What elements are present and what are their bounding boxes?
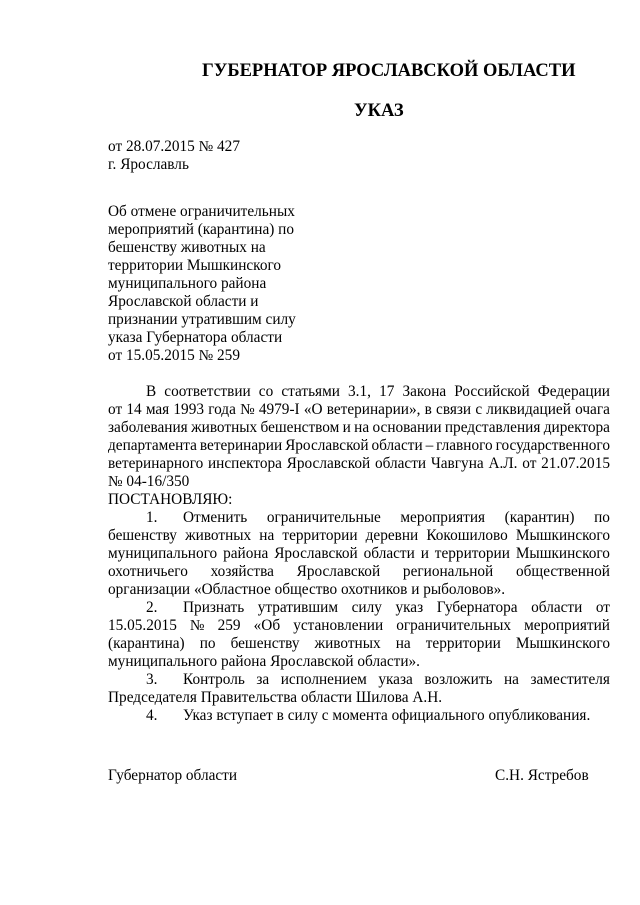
word: Мышкинского xyxy=(515,635,610,652)
item-number: 1. xyxy=(146,509,158,526)
word: хозяйства xyxy=(210,563,274,580)
document-city: г. Ярославль xyxy=(108,156,189,173)
item-number: 3. xyxy=(146,671,158,688)
word: (карантина) xyxy=(108,635,185,652)
subject-line: муниципального района xyxy=(108,275,267,292)
word: ветеринарного xyxy=(108,455,204,472)
word: государственного xyxy=(495,437,610,454)
word: мая xyxy=(145,401,170,418)
document-issuer: ГУБЕРНАТОР ЯРОСЛАВСКОЙ ОБЛАСТИ xyxy=(202,61,576,81)
subject-line: бешенству животных на xyxy=(108,239,266,256)
word: А.Л. xyxy=(488,455,518,472)
word: главного xyxy=(436,437,493,454)
word: заболевания xyxy=(108,419,188,436)
document-date-number: от 28.07.2015 № 427 xyxy=(108,138,240,155)
word: области xyxy=(363,545,415,562)
word: муниципального xyxy=(108,545,218,562)
word: 1993 xyxy=(173,401,204,418)
word: № xyxy=(189,617,205,634)
word: деревни xyxy=(365,527,419,544)
item-line: Председателя Правительства области Шилова А.Н. xyxy=(108,689,443,706)
word: указа xyxy=(378,671,413,688)
word: установлении xyxy=(293,617,384,634)
word: представления xyxy=(444,419,541,436)
word: директора xyxy=(543,419,610,436)
word: района xyxy=(223,545,269,562)
subject-line: Ярославской области и xyxy=(108,293,259,310)
word: исполнением xyxy=(280,671,367,688)
resolve-word: ПОСТАНОВЛЯЮ: xyxy=(108,491,233,508)
word: региональной xyxy=(402,563,494,580)
word: бешенству xyxy=(230,635,300,652)
word: территории xyxy=(434,545,510,562)
word: департамента xyxy=(108,437,197,454)
word: Кокошилово xyxy=(426,527,508,544)
word: мероприятий xyxy=(524,617,610,634)
document-type: УКАЗ xyxy=(354,101,404,121)
word: за xyxy=(256,671,270,688)
word: и xyxy=(420,545,429,562)
word: от xyxy=(522,455,537,472)
word: Ярославской xyxy=(285,437,369,454)
word: «О xyxy=(303,401,323,418)
word: территории xyxy=(425,635,501,652)
subject-line: мероприятий (карантина) по xyxy=(108,221,295,238)
word: указ xyxy=(395,599,424,616)
word: – xyxy=(425,437,434,454)
word: Губернатора xyxy=(436,599,518,616)
word: Федерации xyxy=(537,383,610,400)
word: Контроль xyxy=(183,671,245,688)
word: 21.07.2015 xyxy=(541,455,610,472)
word: от xyxy=(595,599,610,616)
word: и xyxy=(342,419,351,436)
word: территории xyxy=(282,527,358,544)
word: 3.1, xyxy=(348,383,371,400)
word: соответствии xyxy=(164,383,251,400)
word: основании xyxy=(372,419,442,436)
word: Чавгуна xyxy=(430,455,484,472)
word: ограничительных xyxy=(396,617,512,634)
word: 4979-I xyxy=(258,401,300,418)
word: с xyxy=(475,401,483,418)
word: бешенству xyxy=(108,527,177,544)
word: Мышкинского xyxy=(515,527,610,544)
word: ограничительные xyxy=(266,509,381,526)
preamble-line xyxy=(108,419,610,437)
word: общественной xyxy=(515,563,610,580)
word: связи xyxy=(436,401,472,418)
subject-line: Об отмене ограничительных xyxy=(108,203,295,220)
subject-line: указа Губернатора области xyxy=(108,329,283,346)
word: очага xyxy=(575,401,610,418)
item-line xyxy=(108,563,610,581)
word: инспектора xyxy=(207,455,282,472)
word: ликвидацией xyxy=(486,401,571,418)
word: Закона xyxy=(402,383,447,400)
word: (карантин) xyxy=(504,509,575,526)
word: ветеринарии», xyxy=(326,401,421,418)
item-first-line xyxy=(183,509,610,527)
item-first-line: Указ вступает в силу с момента официального опубликования. xyxy=(183,707,591,724)
word: заместителя xyxy=(530,671,610,688)
word: в xyxy=(424,401,432,418)
signature-position: Губернатор области xyxy=(108,767,238,784)
word: на xyxy=(395,635,411,652)
word: по xyxy=(199,635,216,652)
word: Признать xyxy=(183,599,245,616)
word: бешенством xyxy=(260,419,340,436)
word: утратившим xyxy=(257,599,339,616)
word: «Об xyxy=(253,617,281,634)
preamble-line xyxy=(146,383,610,401)
word: Ярославской xyxy=(274,545,358,562)
word: ветеринарии xyxy=(199,437,283,454)
word: 17 xyxy=(379,383,395,400)
word: В xyxy=(146,383,157,400)
item-number: 2. xyxy=(146,599,158,616)
word: от xyxy=(108,401,123,418)
word: мероприятия xyxy=(400,509,486,526)
word: области xyxy=(531,599,583,616)
word: животных xyxy=(314,635,381,652)
word: возложить xyxy=(424,671,493,688)
word: охотничьего xyxy=(108,563,188,580)
subject-line: территории Мышкинского xyxy=(108,257,282,274)
signature-name: С.Н. Ястребов xyxy=(495,767,589,784)
word: области xyxy=(374,455,427,472)
word: по xyxy=(594,509,610,526)
word: на xyxy=(503,671,519,688)
word: области xyxy=(371,437,423,454)
item-line xyxy=(108,617,610,635)
word: 14 xyxy=(126,401,142,418)
subject-line: от 15.05.2015 № 259 xyxy=(108,347,240,364)
item-first-line xyxy=(183,599,610,617)
word: силу xyxy=(351,599,382,616)
item-line xyxy=(108,527,610,545)
word: 259 xyxy=(217,617,241,634)
word: животных xyxy=(185,527,252,544)
word: на xyxy=(354,419,370,436)
item-number: 4. xyxy=(146,707,158,724)
preamble-line xyxy=(108,437,610,455)
word: со xyxy=(258,383,274,400)
word: статьями xyxy=(281,383,340,400)
word: года xyxy=(208,401,236,418)
preamble-line xyxy=(108,455,610,473)
preamble-line: № 04-16/350 xyxy=(108,473,190,490)
preamble-line xyxy=(108,401,610,419)
word: Мышкинского xyxy=(515,545,610,562)
item-first-line xyxy=(183,671,610,689)
word: № xyxy=(240,401,255,418)
item-line xyxy=(108,635,610,653)
word: животных xyxy=(191,419,258,436)
word: Российской xyxy=(454,383,530,400)
word: 15.05.2015 xyxy=(108,617,177,634)
item-line xyxy=(108,545,610,563)
word: Ярославской xyxy=(296,563,381,580)
word: Ярославской xyxy=(286,455,371,472)
word: на xyxy=(259,527,275,544)
word: Отменить xyxy=(183,509,248,526)
subject-line: признании утратившим силу xyxy=(108,311,296,328)
item-line: организации «Областное общество охотников и рыболовов». xyxy=(108,581,506,598)
item-line: муниципального района Ярославской области». xyxy=(108,653,421,670)
